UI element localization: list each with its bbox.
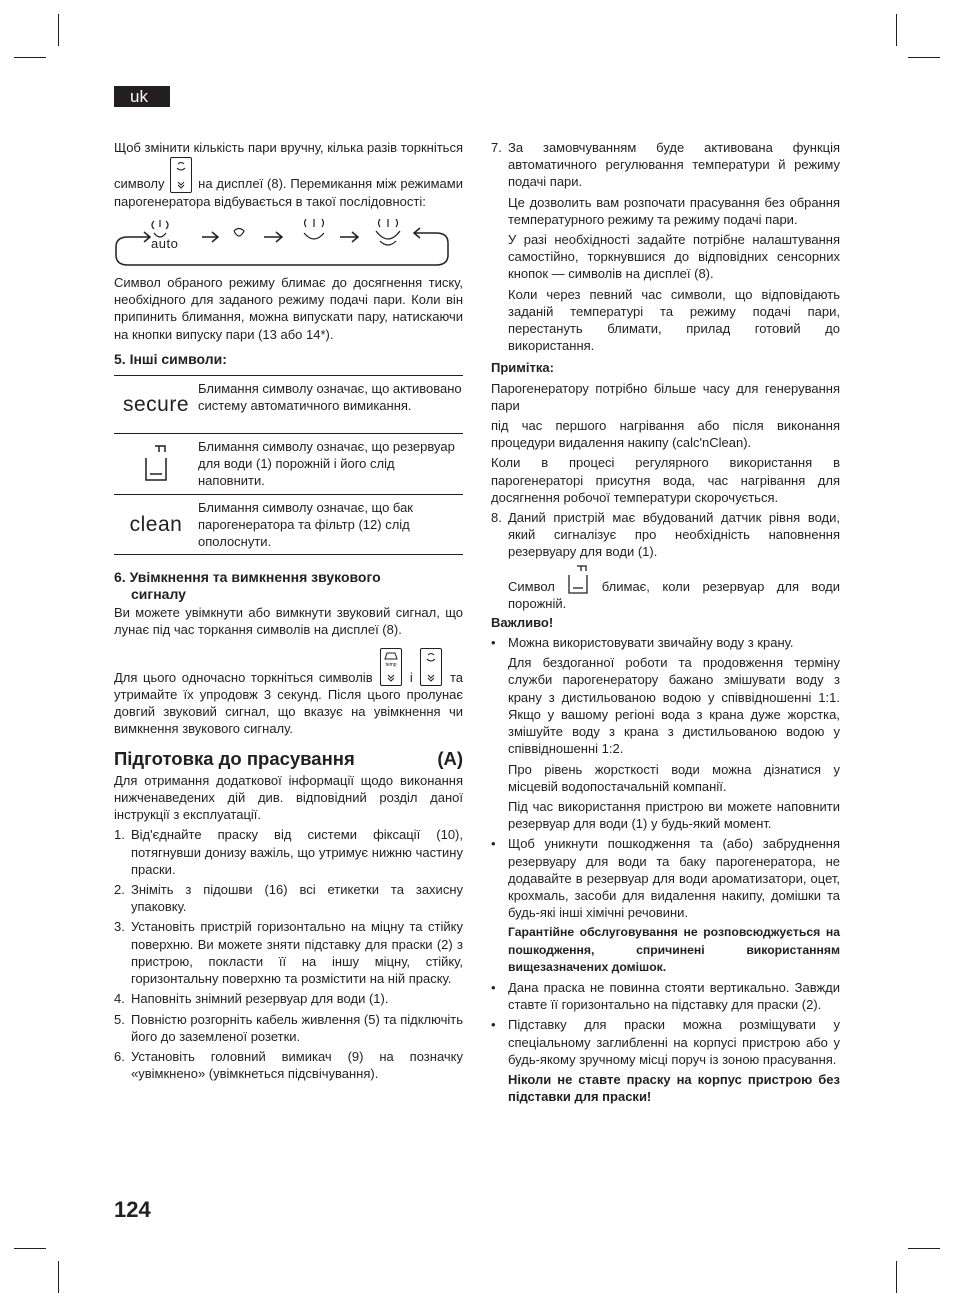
list-item: 3. Установіть пристрій горизонтально на міцну та стійку поверхню. Ви можете зняти підставку для праски (2) з пристрою, покласти її на іншу міцну, стійку, горизонтальну поверхню та розмістити на ній праску. [114, 919, 463, 987]
bullet-item: • Щоб уникнути пошкодження та (або) забруднення резервуару для води та баку парогенератора, не додавайте в резервуар для води ароматизатори, оцет, крохмаль, засоби для видалення накипу, домішки та будь-які інші хімічні речовини. Гарантійне обслуговування не розповсюджується на пошкодження, спричинені використанням вищезазначених домішок. [491, 836, 840, 974]
secure-symbol: secure [122, 392, 190, 416]
crop-mark [896, 1261, 897, 1293]
crop-mark [58, 1261, 59, 1293]
crop-mark [908, 57, 940, 58]
crop-mark [58, 14, 59, 46]
paragraph: Для отримання додаткової інформації щодо виконання нижченаведених дій див. відповідний розділ даної інструкції з експлуатації. [114, 772, 463, 823]
section-heading: 6. Увімкнення та вимкнення звукового сигналу [114, 569, 381, 603]
paragraph: Для цього одночасно торкніться символів temp і та утримайте їх упродовж 3 секунд. Після цього пролунає довгий звуковий сигнал, що вказує на увімкнення чи вимкнення звукового сигналу. [114, 648, 463, 738]
list-item: 6. Установіть головний вимикач (9) на позначку «увімкнено» (увімкнеться підсвічування). [114, 1048, 463, 1082]
list-item: 4. Наповніть знімний резервуар для води (1). [114, 991, 389, 1007]
list-item: 2. Зніміть з підошви (16) всі етикетки та захисну упаковку. [114, 882, 463, 915]
list-item: 7. За замовчуванням буде активована функція автоматичного регулювання температури й режиму подачі пари. Це дозволить вам розпочати прасування без обрання температурного режиму та режиму подачі пари. У разі необхідності задайте потрібне налаштування самостійно, торкнувшися до відповідних сенсорних кнопок — символів на дисплеї (8). Коли через певний час символи, що відповідають заданій температурі та режиму подачі пари, перестануть блимати, прилад готовий до використання. [491, 140, 840, 354]
crop-mark [896, 14, 897, 46]
steps-list [114, 826, 463, 1082]
table-row: Блимання символу означає, що резервуар для води (1) порожній і його слід наповнити. [114, 434, 463, 495]
paragraph: Щоб змінити кількість пари вручну, кілька разів торкніться символу на дисплеї (8). Перемикання між режимами парогенератора відбувається в такої послідовності: [114, 140, 463, 209]
right-column [491, 139, 840, 1105]
water-tank-icon [567, 565, 589, 595]
list-item: 8. Даний пристрій має вбудований датчик рівня води, який сигналізує про необхідність наповнення резервуару для води (1). Символ блимає, коли резервуар для води порожній. [491, 510, 840, 611]
paragraph: Символ обраного режиму блимає до досягнення тиску, необхідного для заданого режиму подачі пари. Коли він припинить блимання, можна випускати пару, натискаючи на кнопки випуску пари (13 або 14*). [114, 275, 463, 342]
symbols-table [114, 375, 463, 555]
steam-low-icon [234, 229, 244, 237]
svg-text:temp: temp [385, 662, 397, 669]
steam-button-icon [420, 648, 442, 686]
steam-button-icon [170, 157, 192, 193]
page-number: 124 [114, 1197, 151, 1222]
temp-button-icon [380, 648, 402, 686]
water-tank-icon [143, 444, 169, 484]
steam-medium-icon [304, 219, 324, 239]
clean-symbol: clean [129, 512, 183, 536]
paragraph: Коли в процесі регулярного використання в парогенераторі присутня вода, час нагрівання для досягнення робочої температури скорочується. [491, 455, 840, 505]
note-title: Примітка: [491, 360, 554, 376]
paragraph: під час першого нагрівання або після виконання процедури видалення накипу (calc'nClean). [491, 418, 840, 451]
important-title: Важливо! [491, 614, 554, 630]
bullet-item: • Можна використовувати звичайну воду з крану. Для бездоганної роботи та продовження терміну служби парогенератору бажано змішувати воду з крану з дистильованою водою у співвідношенні 1:1. Якщо у вашому регіоні вода з крана дуже жорстка, змішуйте воду з крана з дистильованою водою у співвідношенні 1:2. Про рівень жорсткості води можна дізнатися у місцевій водопостачальній компанії. Під час використання пристрою ви можете наповнити резервуар для води (1) у будь-який момент. [491, 635, 840, 832]
crop-mark [14, 1248, 46, 1249]
section-title: Підготовка до прасування (A) [114, 747, 463, 769]
list-item: 1. Від'єднайте праску від системи фіксації (10), потягнувши донизу важіль, що утримує нижню частину праски. [114, 827, 463, 877]
list-item: 5. Повністю розгорніть кабель живлення (5) та підключіть його до заземленої розетки. [114, 1011, 463, 1044]
steam-high-icon [376, 219, 400, 245]
crop-mark [14, 57, 46, 58]
auto-label: auto [151, 236, 179, 251]
paragraph: Парогенератору потрібно більше часу для генерування пари [491, 380, 840, 413]
bullet-item: • Підставку для праски можна розміщувати у спеціальному заглибленні на корпусі пристрою або у будь-якому зручному місці поруч із зоною прасування. Ніколи не ставте праску на корпус пристрою без підставки для праски! [491, 1017, 840, 1105]
language-tag: uk [114, 86, 170, 107]
bullet-item: • Дана праска не повинна стояти вертикально. Завжди ставте її горизонтально на підставку для праски (2). [491, 979, 840, 1013]
steam-mode-sequence [114, 219, 463, 269]
left-column [114, 139, 463, 1082]
paragraph: Ви можете увімкнути або вимкнути звуковий сигнал, що лунає під час торкання символів на дисплеї (8). [114, 604, 463, 637]
crop-mark [908, 1248, 940, 1249]
section-heading: 5. Інші символи: [114, 350, 227, 367]
table-row: clean Блимання символу означає, що бак парогенератора та фільтр (12) слід ополоснути. [114, 495, 463, 555]
table-row: secure Блимання символу означає, що активовано систему автоматичного вимикання. [114, 376, 463, 434]
